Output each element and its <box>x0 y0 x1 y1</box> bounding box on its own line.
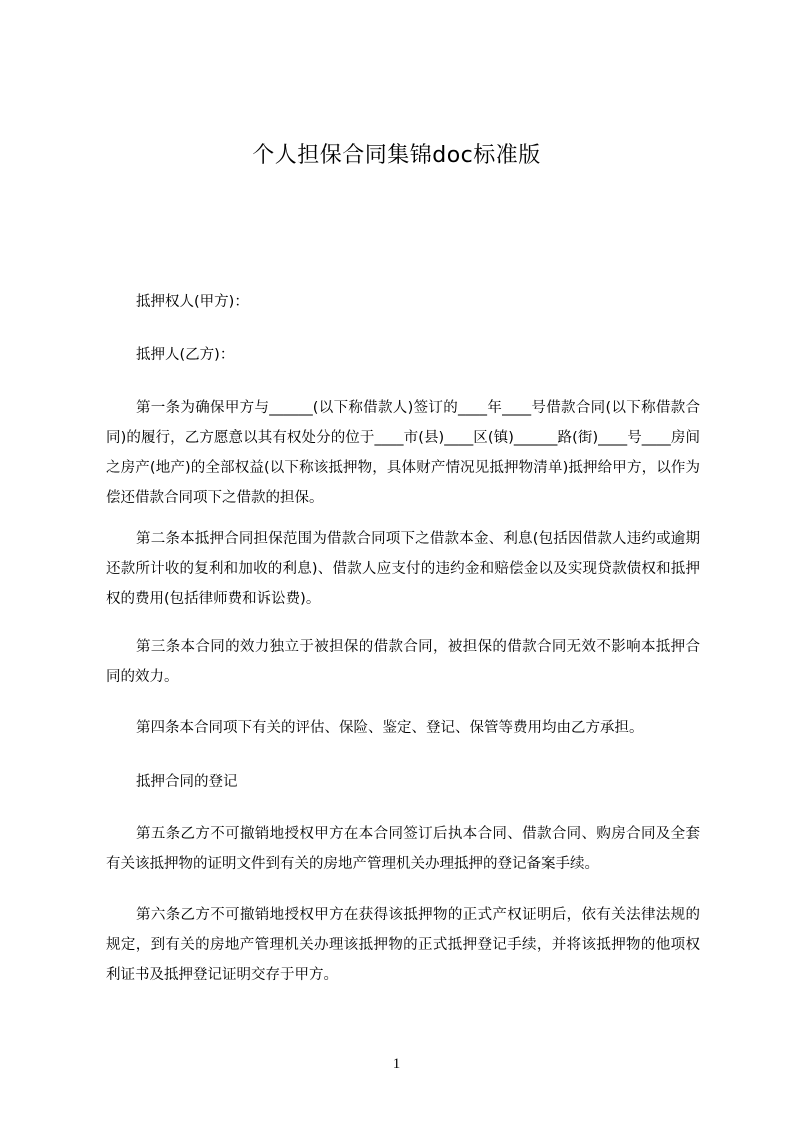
article-4: 第四条本合同项下有关的评估、保险、鉴定、登记、保管等费用均由乙方承担。 <box>136 720 644 736</box>
party-b-label: 抵押人(乙方)： <box>136 347 235 363</box>
article-6: 第六条乙方不可撤销地授权甲方在获得该抵押物的正式产权证明后，依有关法律法规的规定，到有关的房地产管理机关办理该抵押物的正式抵押登记手续，并将该抵押物的他项权利证书及抵押登记证明交存于甲方。 <box>106 907 700 983</box>
document-title: 个人担保合同集锦doc标准版 <box>252 143 541 168</box>
article-3: 第三条本合同的效力独立于被担保的借款合同，被担保的借款合同无效不影响本抵押合同的效力。 <box>106 639 700 685</box>
article-2: 第二条本抵押合同担保范围为借款合同项下之借款本金、利息(包括因借款人违约或逾期还款所计收的复利和加收的利息)、借款人应支付的违约金和赔偿金以及实现贷款债权和抵押权的费用(包括律师费和诉讼费)。 <box>106 531 700 607</box>
section-heading: 抵押合同的登记 <box>136 774 238 790</box>
article-5: 第五条乙方不可撤销地授权甲方在本合同签订后执本合同、借款合同、购房合同及全套有关该抵押物的证明文件到有关的房地产管理机关办理抵押的登记备案手续。 <box>106 826 700 872</box>
party-a-label: 抵押权人(甲方)： <box>136 294 249 310</box>
article-1: 第一条为确保甲方与______(以下称借款人)签订的____年____号借款合同(以下称借款合同)的履行，乙方愿意以其有权处分的位于____市(县)____区(镇)______路(街)____号____房间之房产(地产)的全部权益(以下称该抵押物，具体财产情况见抵押物清单)抵押给甲方，以作为偿还借款合同项下之借款的担保。 <box>106 400 700 506</box>
page-number: 1 <box>392 1056 401 1072</box>
